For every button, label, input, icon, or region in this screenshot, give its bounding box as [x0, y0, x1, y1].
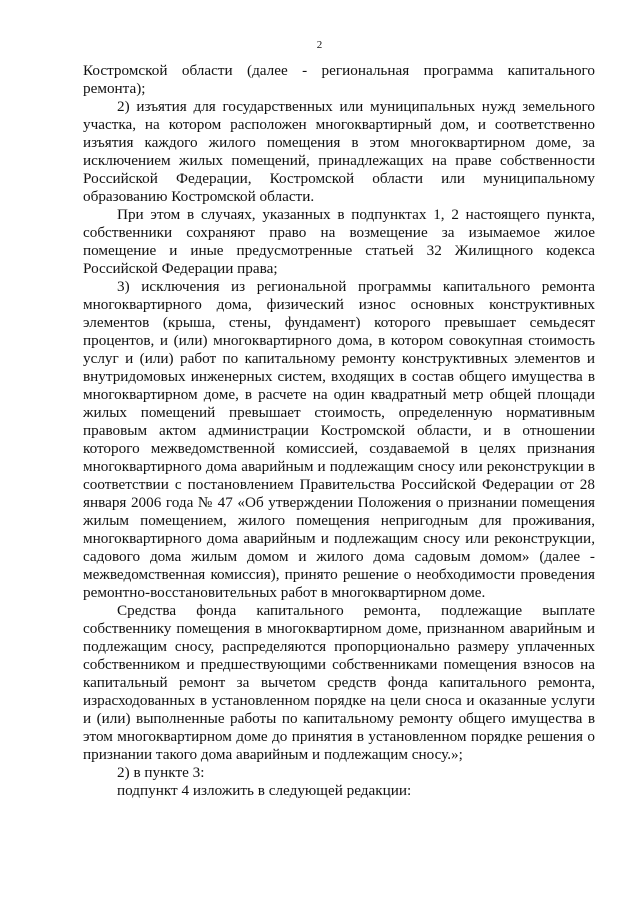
paragraph-fund-distribution: Средства фонда капитального ремонта, подлежащие выплате собственнику помещения в многоквартирном доме, признанном аварийным и подлежащим сносу, распределяются пропорционально размеру уплаченных собственником и предшествующими собственниками помещения взносов на капитальный ремонт за вычетом средств фонда капитального ремонта, израсходованных в установленном порядке на цели сноса и оказанные услуги и (или) выполненные работы по капитальному ремонту общего имущества в этом многоквартирном доме до принятия в установленном порядке решения о признании такого дома аварийным и подлежащим сносу.»; — [83, 602, 595, 763]
paragraph-point-3: 2) в пункте 3: — [117, 764, 205, 781]
paragraph-subpoint-3: 3) исключения из региональной программы капитального ремонта многоквартирного дома, физический износ основных конструктивных элементов (крыша, стены, фундамент) которого превышает семьдесят процентов, и (или) многоквартирного дома, в котором совокупная стоимость услуг и (или) работ по капитальному ремонту конструктивных элементов и внутридомовых инженерных систем, входящих в состав общего имущества в многоквартирном доме, в расчете на один квадратный метр общей площади жилых помещений превышает стоимость, определенную нормативным правовым актом администрации Костромской области, и в отношении которого межведомственной комиссией, создаваемой в целях признания многоквартирного дома аварийным и подлежащим сносу или реконструкции в соответствии с постановлением Правительства Российской Федерации от 28 января 2006 года № 47 «Об утверждении Положения о признании помещения жилым помещением, жилого помещения непригодным для проживания, многоквартирного дома аварийным и подлежащим сносу или реконструкции, садового дома жилым домом и жилого дома садовым домом» (далее - межведомственная комиссия), принято решение о необходимости проведения ремонтно-восстановительных работ в многоквартирном доме. — [83, 278, 595, 601]
paragraph-region-program: Костромской области (далее - региональная программа капитального ремонта); — [83, 62, 595, 97]
paragraph-subpoint-4-wording: подпункт 4 изложить в следующей редакции: — [117, 782, 412, 799]
paragraph-subpoint-2: 2) изъятия для государственных или муниципальных нужд земельного участка, на котором расположен многоквартирный дом, и соответственно изъятия каждого жилого помещения в этом многоквартирном доме, за исключением жилых помещений, принадлежащих на праве собственности Российской Федерации, Костромской области или муниципальному образованию Костромской области. — [83, 98, 595, 205]
document-body — [83, 62, 595, 800]
page-number: 2 — [316, 39, 323, 51]
paragraph-owners-rights: При этом в случаях, указанных в подпунктах 1, 2 настоящего пункта, собственники сохраняют право на возмещение за изымаемое жилое помещение и иные предусмотренные статьей 32 Жилищного кодекса Российской Федерации права; — [83, 206, 595, 277]
